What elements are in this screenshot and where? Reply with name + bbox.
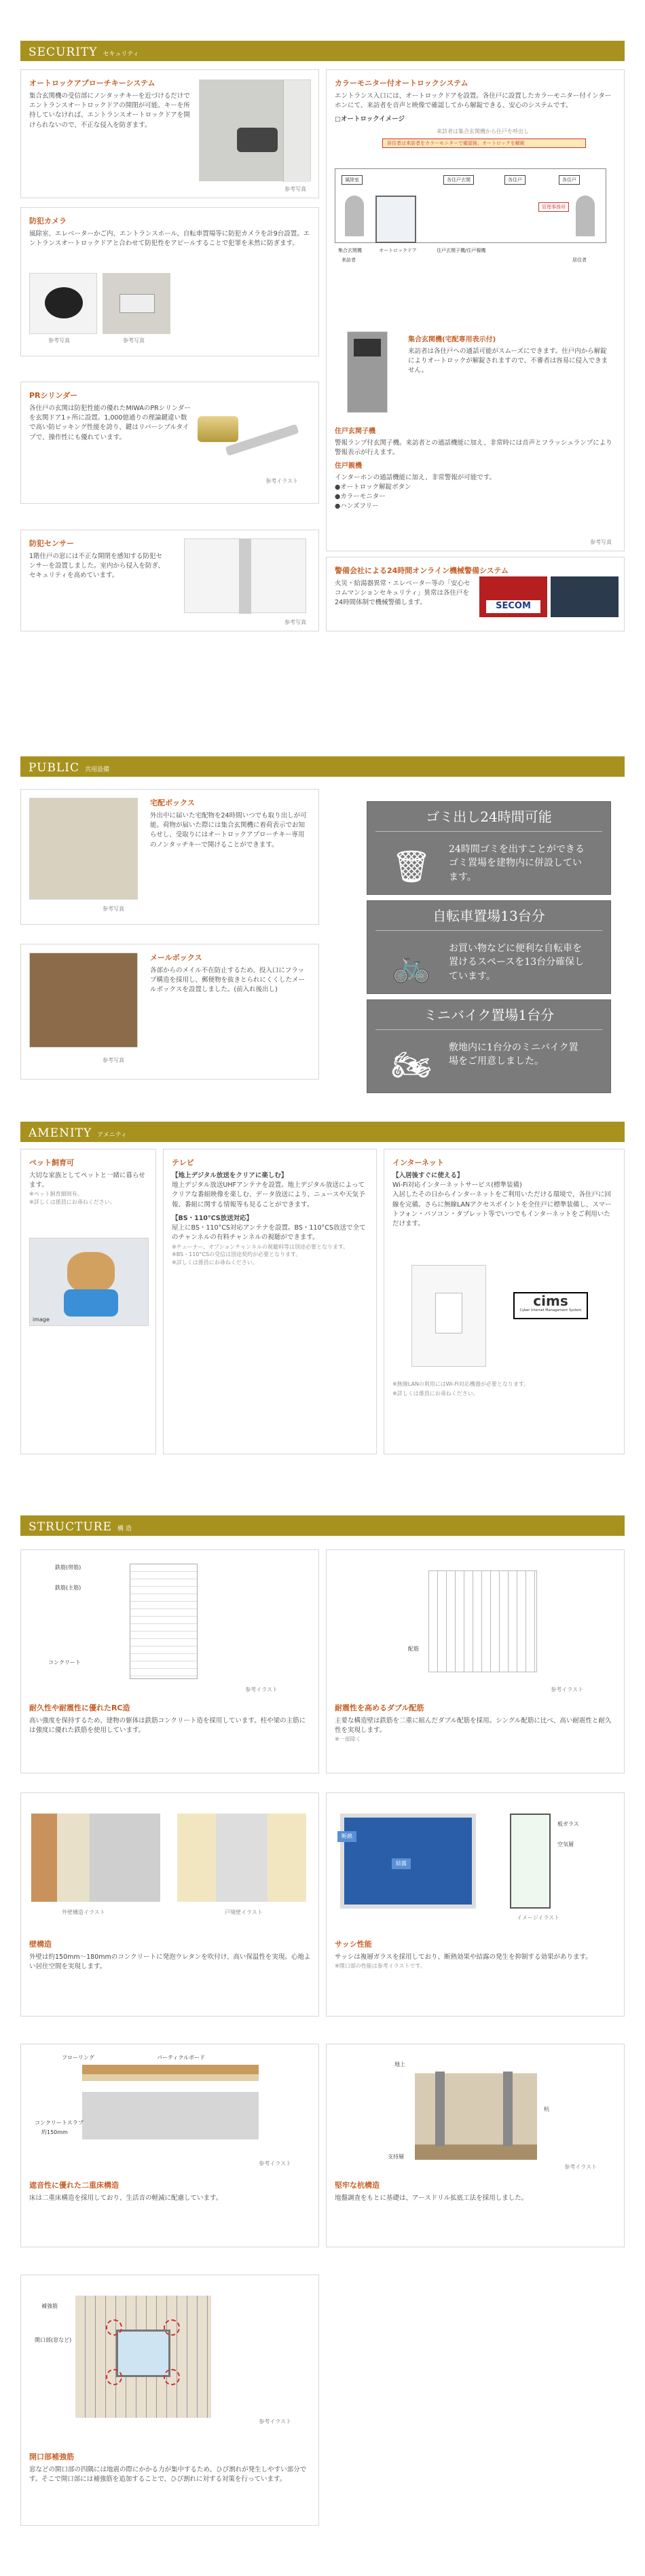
card-mailbox [20, 944, 319, 1080]
sub-title: 集合玄関機(宅配専用表示付) [408, 336, 496, 344]
highlight [164, 2319, 180, 2336]
caption: 参考イラスト [551, 1687, 583, 1693]
card-wall [20, 1792, 319, 2017]
caption: 戸境壁イラスト [225, 1909, 263, 1915]
card-text: 風除室、エレベーターかご内、エントランスホール、自転車置場等に防犯カメラを計9台設置。エントランスオートロックドアと合わせて防犯性をアピールすることで犯罪を未然に防ぎます。 [29, 229, 310, 248]
secom-image [551, 576, 619, 617]
heading-sub: アメニティ [97, 1132, 127, 1139]
autolock-door-icon [375, 196, 416, 243]
feature: ●カラーモニター [335, 493, 386, 500]
heading-text: SECURITY [29, 45, 98, 59]
card-text: 大切な家族としてペットと一緒に暮らせます。 [29, 1171, 145, 1190]
glass-section-illustration [510, 1814, 551, 1909]
text: 屋上にBS・110°CS対応アンテナを設置。BS・110°CS放送で全てのチャンネルの有料チャンネルの視聴ができます。 [172, 1224, 366, 1242]
card-text: 火災・給湯器異常・エレベーター等の「安心セコムマンションセキュリティ」異常は各住戸を24時間体制で機械警備します。 [335, 579, 471, 607]
secom-logo: SECOM [486, 600, 540, 613]
card-text: 1階住戸の窓には不正な開閉を感知する防犯センサーを設置しました。室内から侵入を防ぎ、セキュリティを高めています。 [29, 552, 165, 580]
card-text: 集合玄関機の受信部にノンタッチキーを近づけるだけでエントランスオートロックドアの開閉が可能。キーを所持していなければ、エントランスオートロックドアを開けられないので、不正な侵入を防ぎます。 [29, 92, 190, 129]
card-text: 外出中に届いた宅配物を24時間いつでも取り出しが可能。荷物が届いた際には集合玄関機に着荷表示でお知らせし、受取りにはオートロックアプローチキー専用のノンタッチキーで開けることができます。 [150, 811, 307, 849]
label: 開口部(窓など) [35, 2337, 72, 2343]
label-control: 管理事務所 [538, 202, 569, 212]
card-title: 宅配ボックス [150, 798, 195, 807]
card-title: テレビ [172, 1158, 194, 1167]
section-heading-public [20, 756, 625, 777]
label-caller: 来訪者 [342, 257, 356, 263]
label-lobby: 各住戸玄関 [443, 175, 474, 185]
content [335, 1939, 616, 1970]
card-title: 開口部補強筋 [29, 2452, 74, 2461]
card-tv [163, 1149, 377, 1454]
card-title: 警備会社による24時間オンライン機械警備システム [335, 566, 509, 575]
card-title: サッシ性能 [335, 1940, 372, 1949]
frame [239, 539, 251, 614]
label: パーティクルボード [157, 2055, 206, 2061]
label: 空気層 [557, 1841, 574, 1847]
sub-text: インターホンの通話機能に加え、非常警報が可能です。 [335, 473, 496, 481]
double-rebar-illustration [428, 1570, 537, 1672]
section-heading-security [20, 41, 625, 61]
caption: 参考写真 [103, 906, 124, 912]
panel [283, 80, 310, 182]
motorbike-icon: 🏍 [391, 1046, 432, 1083]
dog-icon [67, 1252, 115, 1293]
autolock-diagram [335, 128, 616, 270]
garbage-box [367, 801, 611, 895]
label: 補強筋 [41, 2303, 58, 2309]
card-sash [326, 1792, 625, 2017]
label: 地上 [394, 2061, 405, 2067]
flooring [82, 2065, 259, 2074]
sensor-photo [184, 538, 306, 613]
outlet-icon [435, 1293, 462, 1333]
visitor-icon [345, 196, 364, 236]
caption: 外壁構造イラスト [62, 1909, 105, 1915]
label: 鉄筋(主筋) [55, 1585, 81, 1591]
card-camera [20, 207, 319, 356]
label: 約150mm [41, 2129, 68, 2135]
key-fob-icon [237, 128, 278, 152]
card-foundation [20, 1549, 319, 1773]
content [335, 1703, 616, 1744]
heading-text: PUBLIC [29, 761, 79, 775]
legend: □オートロックイメージ [335, 115, 405, 124]
card-text: 外壁は約150mm〜180mmのコンクリートに発泡ウレタンを吹付け、高い保温性を実現。心地よい居住空間を実現します。 [29, 1953, 311, 1971]
card-pile [326, 2044, 625, 2247]
window-illustration [340, 1814, 476, 1909]
card-autolock [20, 69, 319, 198]
opening-illustration [75, 2296, 211, 2418]
card-opening [20, 2275, 319, 2526]
card-text: 各住戸の玄関は防犯性能の優れたMIWAのPRシリンダーを玄関ドア1ヶ所に設置。1,000億通りの理論鍵違い数で高い防ピッキング性能を誇り、鍵はリバーシブルタイプで、操作性にも優れています。 [29, 404, 191, 441]
card-title: 堅牢な杭構造 [335, 2181, 380, 2190]
logo-sub: Cyber Internet Management System [519, 1308, 582, 1312]
highlight [164, 2369, 180, 2385]
caption: 参考イラスト [265, 478, 298, 484]
pile [435, 2072, 445, 2146]
note: ※チューナー、オプションチャンネルの視聴料等は別途必要となります。 [172, 1243, 349, 1250]
note: ※開口部の性能は参考イラストです。 [335, 1963, 426, 1970]
caption: 参考写真 [590, 539, 612, 546]
window [116, 2330, 170, 2377]
note: ※ペット飼育細則有。 [29, 1191, 83, 1198]
heading-text: STRUCTURE [29, 1520, 112, 1534]
label-wind: 風除室 [342, 175, 363, 185]
caption: 参考イラスト [259, 2418, 291, 2425]
card-title: 防犯センサー [29, 539, 74, 548]
caption: 参考イラスト [259, 2160, 291, 2167]
intercom-panel-photo [347, 331, 388, 413]
heading-sub: 共用設備 [84, 767, 109, 773]
card-delivery [20, 789, 319, 925]
label-interphone: 住戸玄関子機/住戸親機 [437, 247, 486, 253]
unit-desc [335, 423, 613, 512]
highlight [106, 2369, 122, 2385]
box-text: 敷地内に1台分のミニバイク置場をご用意しました。 [449, 1042, 578, 1067]
label: フローリング [62, 2055, 94, 2061]
secom-photo [479, 576, 547, 617]
content [29, 2180, 311, 2203]
bicycle-box [367, 900, 611, 994]
note: ※詳しくは係員にお尋ねください。 [172, 1259, 258, 1266]
sub-title: 住戸親機 [335, 462, 362, 470]
card-text: 床は二重床構造を採用しており、生活音の軽減に配慮しています。 [29, 2194, 223, 2202]
card-text: 各部からのメイル不在防止するため、投入口にフラップ構造を採用し、郵便物を抜きとられにくくしたメールボックスを設置しました。(前入れ後出し) [150, 966, 306, 994]
label: 断熱 [337, 1831, 356, 1842]
card-title: オートロックアプローチキーシステム [29, 79, 155, 88]
heading-sub: 構 造 [117, 1526, 132, 1532]
card-title: 耐震性を高めるダブル配筋 [335, 1704, 424, 1712]
card-title: メールボックス [150, 953, 202, 962]
minibike-box [367, 999, 611, 1093]
box-title: ゴミ出し24時間可能 [375, 802, 602, 832]
intercom-desc [408, 331, 612, 375]
logo-text: cims [533, 1293, 568, 1309]
card-internet [384, 1149, 625, 1454]
feature: ●ハンズフリー [335, 502, 379, 511]
key-cylinder-illustration [198, 409, 299, 457]
label: コンクリートスラブ [35, 2120, 84, 2126]
flow-label: 来訪者は集合玄関機から住戸を呼出し [437, 128, 529, 134]
content [29, 1939, 311, 1972]
flow-bar: 居住者は来訪者をカラーモニターで確認後、オートロックを解錠 [382, 139, 586, 148]
note: ※詳しくは係員にお尋ねください。 [29, 1199, 115, 1206]
label-entrance: 各住戸 [504, 175, 526, 185]
card-secom [326, 557, 625, 631]
note: ※無線LANの利用にはWi-Fi対応機器が必要となります。 [392, 1381, 530, 1387]
sub-title: 【地上デジタル放送をクリアに楽しむ】 [172, 1171, 288, 1179]
sub-title: 住戸玄関子機 [335, 428, 375, 435]
sub-title: 【入居後すぐに使える】 [392, 1171, 464, 1179]
section-heading-structure [20, 1515, 625, 1536]
card-title: 防犯カメラ [29, 217, 67, 225]
screen [354, 339, 381, 356]
text: 入居したその日からインターネットをご利用いただける環境で、各住戸に回線を完備。さらに無線LANアクセスポイントを全住戸に標準装備し、スマートフォン・パソコン・タブレット等でいつでもインターネットをご利用いただけます。 [392, 1191, 612, 1228]
feature: ●オートロック解錠ボタン [335, 483, 411, 491]
label: 杭 [544, 2106, 549, 2112]
card-title: PRシリンダー [29, 391, 78, 400]
note: ※BS・110°CSの受信は別途契約が必要となります。 [172, 1251, 301, 1258]
label: 鉄筋(帯筋) [55, 1564, 81, 1570]
rebar-illustration [130, 1564, 198, 1679]
card-sensor [20, 530, 319, 631]
content [29, 1703, 311, 1735]
delivery-box-photo [29, 798, 138, 900]
caption: 参考写真 [103, 1057, 124, 1063]
pile [503, 2072, 513, 2146]
card-text: サッシは複層ガラスを採用しており、断熱効果や結露の発生を抑制する効果があります。 [335, 1953, 592, 1961]
autolock-photo [199, 79, 311, 181]
label-door: オートロックドア [379, 247, 417, 253]
highlight [106, 2319, 122, 2336]
caption: 参考写真 [123, 337, 145, 344]
heading-sub: セキュリティ [103, 51, 139, 58]
content [150, 798, 310, 850]
mailbox-photo [29, 953, 138, 1048]
box-title: ミニバイク置場1台分 [375, 1000, 602, 1030]
card-text: 主要な構造壁は鉄筋を二重に組んだダブル配筋を採用。シングル配筋に比べ、高い耐震性と耐久性を実現します。 [335, 1716, 612, 1735]
sub-title: 【BS・110°CS放送対応】 [172, 1214, 253, 1222]
card-text: 窓などの開口部の四隅には地震の際にかかる力が集中するため、ひび割れが発生しやすい部分です。そこで開口部には補強筋を追加することで、ひび割れに対する対策を行っています。 [29, 2465, 307, 2484]
slab [82, 2092, 259, 2139]
label: 配筋 [408, 1646, 419, 1652]
label-unit: 各住戸 [559, 175, 580, 185]
camera-icon [45, 287, 83, 318]
card-text: 地盤調査をもとに基礎は、アースドリル拡底工法を採用しました。 [335, 2194, 528, 2202]
camera-icon [119, 294, 155, 313]
pile-illustration [415, 2058, 537, 2160]
note: ※詳しくは係員にお尋ねください。 [392, 1391, 479, 1397]
box-text: お買い物などに便利な自転車を置けるスペースを13台分確保しています。 [449, 943, 585, 982]
card-title: 耐久性や耐震性に優れたRC造 [29, 1704, 130, 1712]
label: 結露 [392, 1858, 411, 1869]
label-resident: 居住者 [572, 257, 587, 263]
card-title: ペット飼育可 [29, 1158, 74, 1167]
caption: イメージイラスト [517, 1915, 560, 1921]
card-title: インターネット [392, 1158, 445, 1167]
caption: 参考イラスト [245, 1687, 278, 1693]
label: 板ガラス [557, 1821, 579, 1827]
card-title: 壁構造 [29, 1940, 52, 1949]
label: 支持層 [388, 2154, 404, 2160]
dog-photo [29, 1238, 149, 1326]
sub-text: 来訪者は各住戸への通話可能がスムーズにできます。住戸内から解錠によりオートロックが解錠されますので、不審者は容易に侵入できません。 [408, 347, 608, 374]
section-heading-amenity [20, 1122, 625, 1142]
outer-wall-illustration [31, 1814, 160, 1902]
label-panel: 集合玄関機 [338, 247, 362, 253]
card-title: カラーモニター付オートロックシステム [335, 79, 468, 88]
sub-title: Wi-Fi対応インターネットサービス(標準装備) [392, 1181, 522, 1190]
card-pet [20, 1149, 156, 1454]
card-monitor [326, 69, 625, 551]
bicycle-icon: 🚲 [392, 947, 431, 984]
caption: 参考写真 [48, 337, 70, 344]
box-title: 自転車置場13台分 [375, 901, 602, 931]
box-text: 24時間ゴミを出すことができるゴミ置場を建物内に併設しています。 [449, 844, 585, 883]
sub-text: 警報ランプ付玄関子機。来訪者との通話機能に加え、非常時には音声とフラッシュランプにより警報表示が行えます。 [335, 439, 612, 456]
card-double [326, 1549, 625, 1773]
caption: 参考イラスト [564, 2164, 597, 2170]
heading-text: AMENITY [29, 1126, 92, 1140]
card-floor [20, 2044, 319, 2247]
content [335, 2180, 616, 2203]
card-cylinder [20, 382, 319, 504]
image-label: image [33, 1317, 50, 1323]
resident-icon [576, 196, 595, 236]
cims-logo [513, 1292, 588, 1319]
card-title: 遮音性に優れた二重床構造 [29, 2181, 119, 2190]
party-wall-illustration [177, 1814, 306, 1902]
shirt [64, 1289, 118, 1317]
label: コンクリート [48, 1659, 81, 1666]
content [150, 953, 310, 995]
dome-camera-photo [29, 273, 97, 334]
cylinder-icon [198, 416, 238, 442]
wifi-outlet-photo [411, 1265, 486, 1367]
card-text: 高い強度を保持するため、建物の躯体は鉄筋コンクリート造を採用しています。柱や梁の主筋には強度に優れた鉄筋を使用しています。 [29, 1716, 306, 1735]
caption: 参考写真 [284, 619, 306, 626]
text: 地上デジタル放送UHFアンテナを設置。地上デジタル放送によってクリアな番組映像を楽しむ、データ放送により、ニュースや天気予報、番組に関する情報等も見ることができます。 [172, 1181, 365, 1209]
board [82, 2074, 259, 2081]
trash-icon: 🗑 [391, 848, 432, 885]
card-text: エントランス入口には、オートロックドアを設置。各住戸に設置したカラーモニター付インターホンにて、来訪者を音声と映像で確認してから解錠できる、安心のシステムです。 [335, 92, 612, 110]
caption: 参考写真 [284, 186, 306, 193]
content [29, 2452, 311, 2484]
note: ※一部除く [335, 1736, 361, 1743]
box-camera-photo [103, 273, 170, 334]
